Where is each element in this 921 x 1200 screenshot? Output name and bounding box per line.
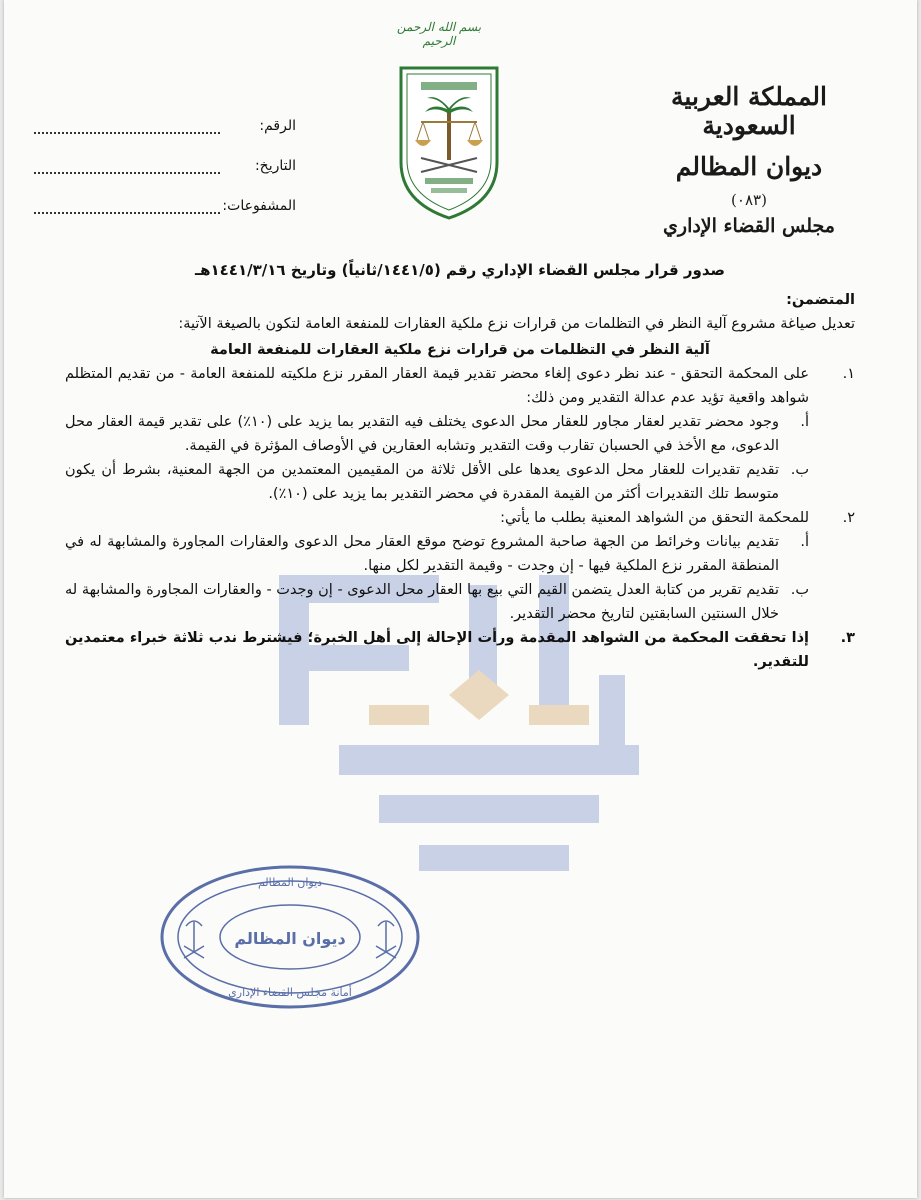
sub-item-text: وجود محضر تقدير لعقار مجاور للعقار محل الدعوى يختلف فيه التقدير بما يزيد على (١٠٪) على تقدير قيمة العقار محل الدعوى، مع الأخذ في الحسبان تقارب وقت التقدير وتشابه العقارين في الأوصاف المؤثرة في القيمة. [65, 414, 779, 454]
decision-title: صدور قرار مجلس القضاء الإداري رقم (١٤٤١/٥/ثانياً) وتاريخ ١٤٤١/٣/١٦هـ [194, 261, 726, 279]
intro-paragraph: تعديل صياغة مشروع آلية النظر في التظلمات من قرارات نزع ملكية العقارات للمنفعة العامة لتكون بالصيغة الآتية: [178, 316, 855, 332]
basmala: بسم الله الرحمن الرحيم [396, 20, 482, 48]
item-text: للمحكمة التحقق من الشواهد المعنية بطلب ما يأتي: [500, 510, 809, 526]
department-code: (٠٨٣) [731, 191, 767, 209]
list-item [65, 626, 855, 674]
date-field [34, 158, 296, 188]
section-heading: آلية النظر في التظلمات من قرارات نزع ملكية العقارات للمنفعة العامة [210, 342, 710, 358]
official-stamp [156, 862, 424, 1012]
item-text: إذا تحققت المحكمة من الشواهد المقدمة ورأت الإحالة إلى أهل الخبرة؛ فيشترط ندب ثلاثة خبراء معتمدين للتقدير. [65, 630, 809, 670]
document-page [4, 0, 917, 1198]
sub-item-letter: ب. [790, 462, 809, 478]
sub-item [65, 578, 809, 626]
date-label: التاريخ: [254, 158, 296, 174]
number-field [34, 118, 296, 148]
list-item [65, 362, 855, 506]
sub-item-letter: أ. [800, 414, 809, 430]
sub-item [65, 458, 809, 506]
sub-item [65, 530, 809, 578]
sub-item [65, 410, 809, 458]
letterhead-right [629, 82, 869, 237]
stamp-ring-bottom: أمانة مجلس القضاء الإداري [228, 986, 352, 999]
sub-item-text: تقديم تقديرات للعقار محل الدعوى يعدها على الأقل ثلاثة من المقيمين المعتمدين من الجهة المعنية، بشرط أن يكون متوسط تلك التقديرات أكثر من القيمة المقدرة في محضر التقدير بما يزيد على (١٠٪). [65, 462, 779, 502]
item-number: ١. [842, 366, 855, 382]
date-dotted-line [34, 172, 220, 174]
document-body [65, 258, 855, 674]
list-item [65, 506, 855, 626]
sub-item-letter: أ. [800, 534, 809, 550]
board-of-grievances-emblem [397, 62, 501, 222]
number-dotted-line [34, 132, 220, 134]
sub-item-letter: ب. [790, 582, 809, 598]
attachments-dotted-line [34, 212, 220, 214]
item-number: ٣. [840, 630, 855, 646]
council-name: مجلس القضاء الإداري [663, 215, 835, 237]
attachments-field [34, 198, 296, 228]
sub-item-text: تقديم بيانات وخرائط من الجهة صاحبة المشروع توضح موقع العقار محل الدعوى والعقارات المجاورة والمشابهة له في المنطقة المقرر نزع الملكية فيها - إن وجدت - وقيمة التقدير لكل منها. [65, 534, 779, 574]
content-label: المتضمن: [786, 292, 855, 308]
item-number: ٢. [842, 510, 855, 526]
number-label: الرقم: [259, 118, 296, 134]
agency-name: ديوان المظالم [675, 152, 823, 181]
kingdom-name: المملكة العربية السعودية [671, 82, 827, 140]
stamp-center-text: ديوان المظالم [234, 929, 346, 948]
stamp-ring-top: ديوان المظالم [257, 876, 323, 889]
item-text: على المحكمة التحقق - عند نظر دعوى إلغاء محضر تقدير قيمة العقار المقرر نزع ملكيته للمنفعة العامة - من تقديم المتظلم شواهد واقعية تؤيد عدم عدالة التقدير ومن ذلك: [65, 366, 809, 406]
attachments-label: المشفوعات: [222, 198, 296, 214]
sub-item-text: تقديم تقرير من كتابة العدل يتضمن القيم التي بيع بها العقار محل الدعوى - إن وجدت - والعقارات المجاورة والمشابهة له خلال السنتين السابقتين لتاريخ محضر التقدير. [65, 582, 779, 622]
